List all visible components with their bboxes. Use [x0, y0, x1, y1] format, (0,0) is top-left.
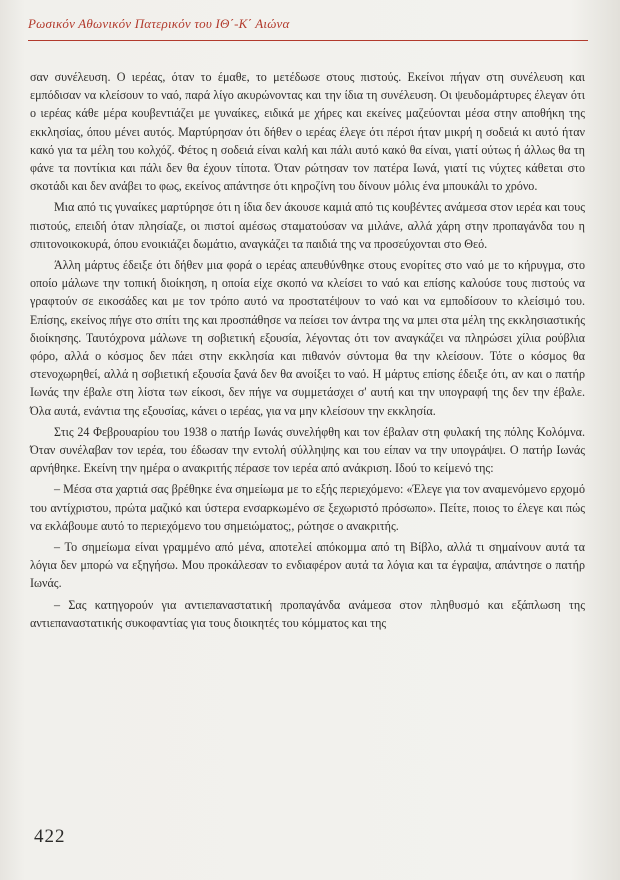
dialogue-paragraph: – Σας κατηγορούν για αντιεπαναστατική προπαγάνδα ανάμεσα στον πληθυσμό και εξάπλωση της αντιεπαναστατικής συκοφαντίας για τους διοικητές του κόμματος και της	[30, 597, 585, 630]
dialogue-paragraph: – Το σημείωμα είναι γραμμένο από μένα, αποτελεί απόκομμα από τη Βίβλο, αλλά τι σημαίνουν αυτά τα λόγια δεν μπορώ να εξηγήσω. Μου προκάλεσαν το ενδιαφέρον αυτά τα λόγια και τα έγραψα, απάντησε ο πατήρ Ιωνάς.	[30, 540, 585, 591]
page-body	[30, 68, 585, 635]
paragraph-continued: σαν συνέλευση. Ο ιερέας, όταν το έμαθε, το μετέδωσε στους πιστούς. Εκείνοι πήγαν στη συνέλευση και εμπόδισαν να κλείσουν το ναό, παρά λίγο ακυρώνοντας και την ίδια τη συνέλευση. Οι ψευδομάρτυρες έλεγαν ότι ο ιερέας κάθε μέρα κουβεντιάζει με γυναίκες, ειδικά με χήρες και εκείνες μαζεύονται μέσα στην αποθήκη της εκκλησίας, όπου μένει αυτός. Μαρτύρησαν ότι δήθεν ο ιερέας έλεγε ότι πέρσι ήταν μικρή η σοδειά κι αυτό ήταν κακό για τα μέλη του κολχόζ. Φέτος η σοδειά είναι καλή και πάλι αυτό κακό θα είναι, γιατί ούτως ή άλλως θα τη φάνε τα ποντίκια και πάλι δεν θα έχουν τίποτα. Όταν ρώτησαν τον πατέρα Ιωνά, γιατί τις νύχτες κάθεται στο σκοτάδι και δεν ανάβει το φως, εκείνος απάντησε ότι κηροζίνη του δίνουν μόλις ένα μπουκάλι το χρόνο.	[30, 70, 585, 194]
paragraph: Στις 24 Φεβρουαρίου του 1938 ο πατήρ Ιωνάς συνελήφθη και τον έβαλαν στη φυλακή της πόλης Κολόμνα. Όταν συνέλαβαν τον ιερέα, του έδωσαν την εντολή σύλληψης και του είπαν να την υπογράψει. Ο πατήρ Ιωνάς αρνήθηκε. Εκείνη την ημέρα ο ανακριτής πέρασε τον ιερέα από ανάκριση. Ιδού το κείμενό της:	[30, 424, 585, 476]
page-number: 422	[34, 826, 66, 847]
dialogue-paragraph: – Μέσα στα χαρτιά σας βρέθηκε ένα σημείωμα με το εξής περιεχόμενο: «Έλεγε για τον αναμενόμενο ερχομό του αντίχριστου, πρώτα μαζικό και ύστερα ενσαρκωμένο σε ξεχωριστό πρόσωπο». Πείτε, ποιος το έλεγε και πώς να εκλάβουμε αυτό το περιεχόμενο του σημειώματος;, ρώτησε ο ανακριτής.	[30, 482, 585, 533]
paragraph: Άλλη μάρτυς έδειξε ότι δήθεν μια φορά ο ιερέας απευθύνθηκε στους ενορίτες στο ναό με το κήρυγμα, στο οποίο μάλωνε την τοπική διοίκηση, η οποία είχε σκοπό να κλείσει το ναό και επίσης καλούσε τους πιστούς να γραφτούν σε εικοσάδες και με τον τρόπο αυτό να προστατέψουν το ναό και να εμποδίσουν το κλείσιμό του. Επίσης, εκείνος πήγε στο σπίτι της και προσπάθησε να πείσει τον άντρα της να μπει στα μέλη της εκκλησιαστικής διοίκησης. Ταυτόχρονα μάλωνε τη σοβιετική εξουσία, λέγοντας ότι τον αναγκάζει να πληρώσει χίλια ρούβλια φόρο, αλλά ο κόσμος δεν πάει στην εκκλησία και πιθανόν σύντομα θα την κλείσουν. Τότε ο κόσμος θα στενοχωρηθεί, αλλά η σοβιετική εξουσία ξανά δεν θα ανοίξει το ναό. Η μάρτυς επίσης έδειξε ότι, αν και ο πατήρ Ιωνάς την έβαλε στη λίστα των είκοσι, δεν πήγε να συμμετάσχει σ' αυτή και την υπογραφή της δεν την έβαλε. Όλα αυτά, ενάντια της εξουσίας, κάνει ο ιερέας, για να μην κλείσουν την εκκλησία.	[30, 258, 585, 418]
header-rule	[28, 40, 588, 41]
paragraph: Μια από τις γυναίκες μαρτύρησε ότι η ίδια δεν άκουσε καμιά από τις κουβέντες ανάμεσα στον ιερέα και τους πιστούς, επειδή όταν πλησίαζε, οι πιστοί αμέσως σταματούσαν να μιλάνε, αλλά χάρη στην προπαγάνδα του η σπιτονοικοκυρά, όπου ενοικιάζει δωμάτιο, αναγκάζει τα παιδιά της να προσεύχονται στο Θεό.	[30, 200, 585, 251]
running-header: Ρωσικόν Αθωνικόν Πατερικόν του ΙΘ΄-Κ΄ Αιώνα	[28, 16, 290, 31]
